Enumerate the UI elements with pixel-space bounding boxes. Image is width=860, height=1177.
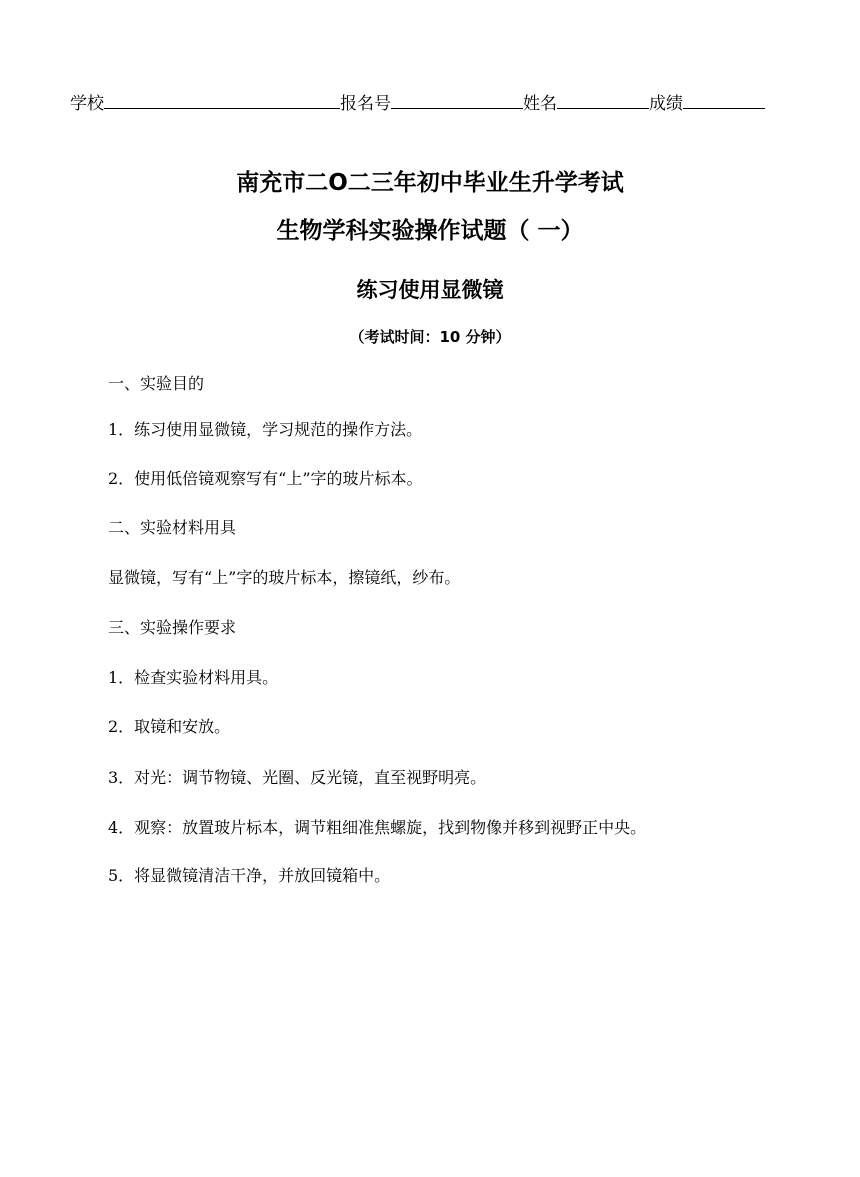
materials-heading: 二、实验材料用具 — [108, 518, 237, 537]
score-blank[interactable] — [683, 90, 765, 109]
requirement-item-3: 3．对光：调节物镜、光圈、反光镜，直至视野明亮。 — [108, 768, 487, 787]
experiment-title: 练习使用显微镜 — [356, 278, 504, 302]
subject-title: 生物学科实验操作试题（ 一） — [276, 218, 584, 244]
time-note: （考试时间：10 分钟） — [349, 328, 511, 346]
school-label: 学校 — [70, 94, 104, 114]
requirement-item-4: 4．观察：放置玻片标本，调节粗细准焦螺旋，找到物像并移到视野正中央。 — [108, 818, 647, 837]
student-info-line — [70, 89, 765, 114]
registration-label: 报名号 — [340, 94, 391, 114]
name-blank[interactable] — [557, 90, 649, 109]
purpose-item-1: 1．练习使用显微镜，学习规范的操作方法。 — [108, 420, 423, 439]
school-blank[interactable] — [104, 90, 340, 109]
requirement-item-5: 5．将显微镜清洁干净，并放回镜箱中。 — [108, 866, 391, 885]
requirements-heading: 三、实验操作要求 — [108, 618, 237, 637]
exam-title: 南充市二O二三年初中毕业生升学考试 — [236, 170, 624, 196]
name-label: 姓名 — [523, 94, 557, 114]
score-label: 成绩 — [649, 94, 683, 114]
requirement-item-1: 1．检查实验材料用具。 — [108, 668, 279, 687]
materials-text: 显微镜，写有“上”字的玻片标本，擦镜纸，纱布。 — [108, 568, 461, 587]
registration-blank[interactable] — [391, 90, 523, 109]
purpose-heading: 一、实验目的 — [108, 374, 205, 393]
purpose-item-2: 2．使用低倍镜观察写有“上”字的玻片标本。 — [108, 469, 423, 488]
requirement-item-2: 2．取镜和安放。 — [108, 717, 231, 736]
